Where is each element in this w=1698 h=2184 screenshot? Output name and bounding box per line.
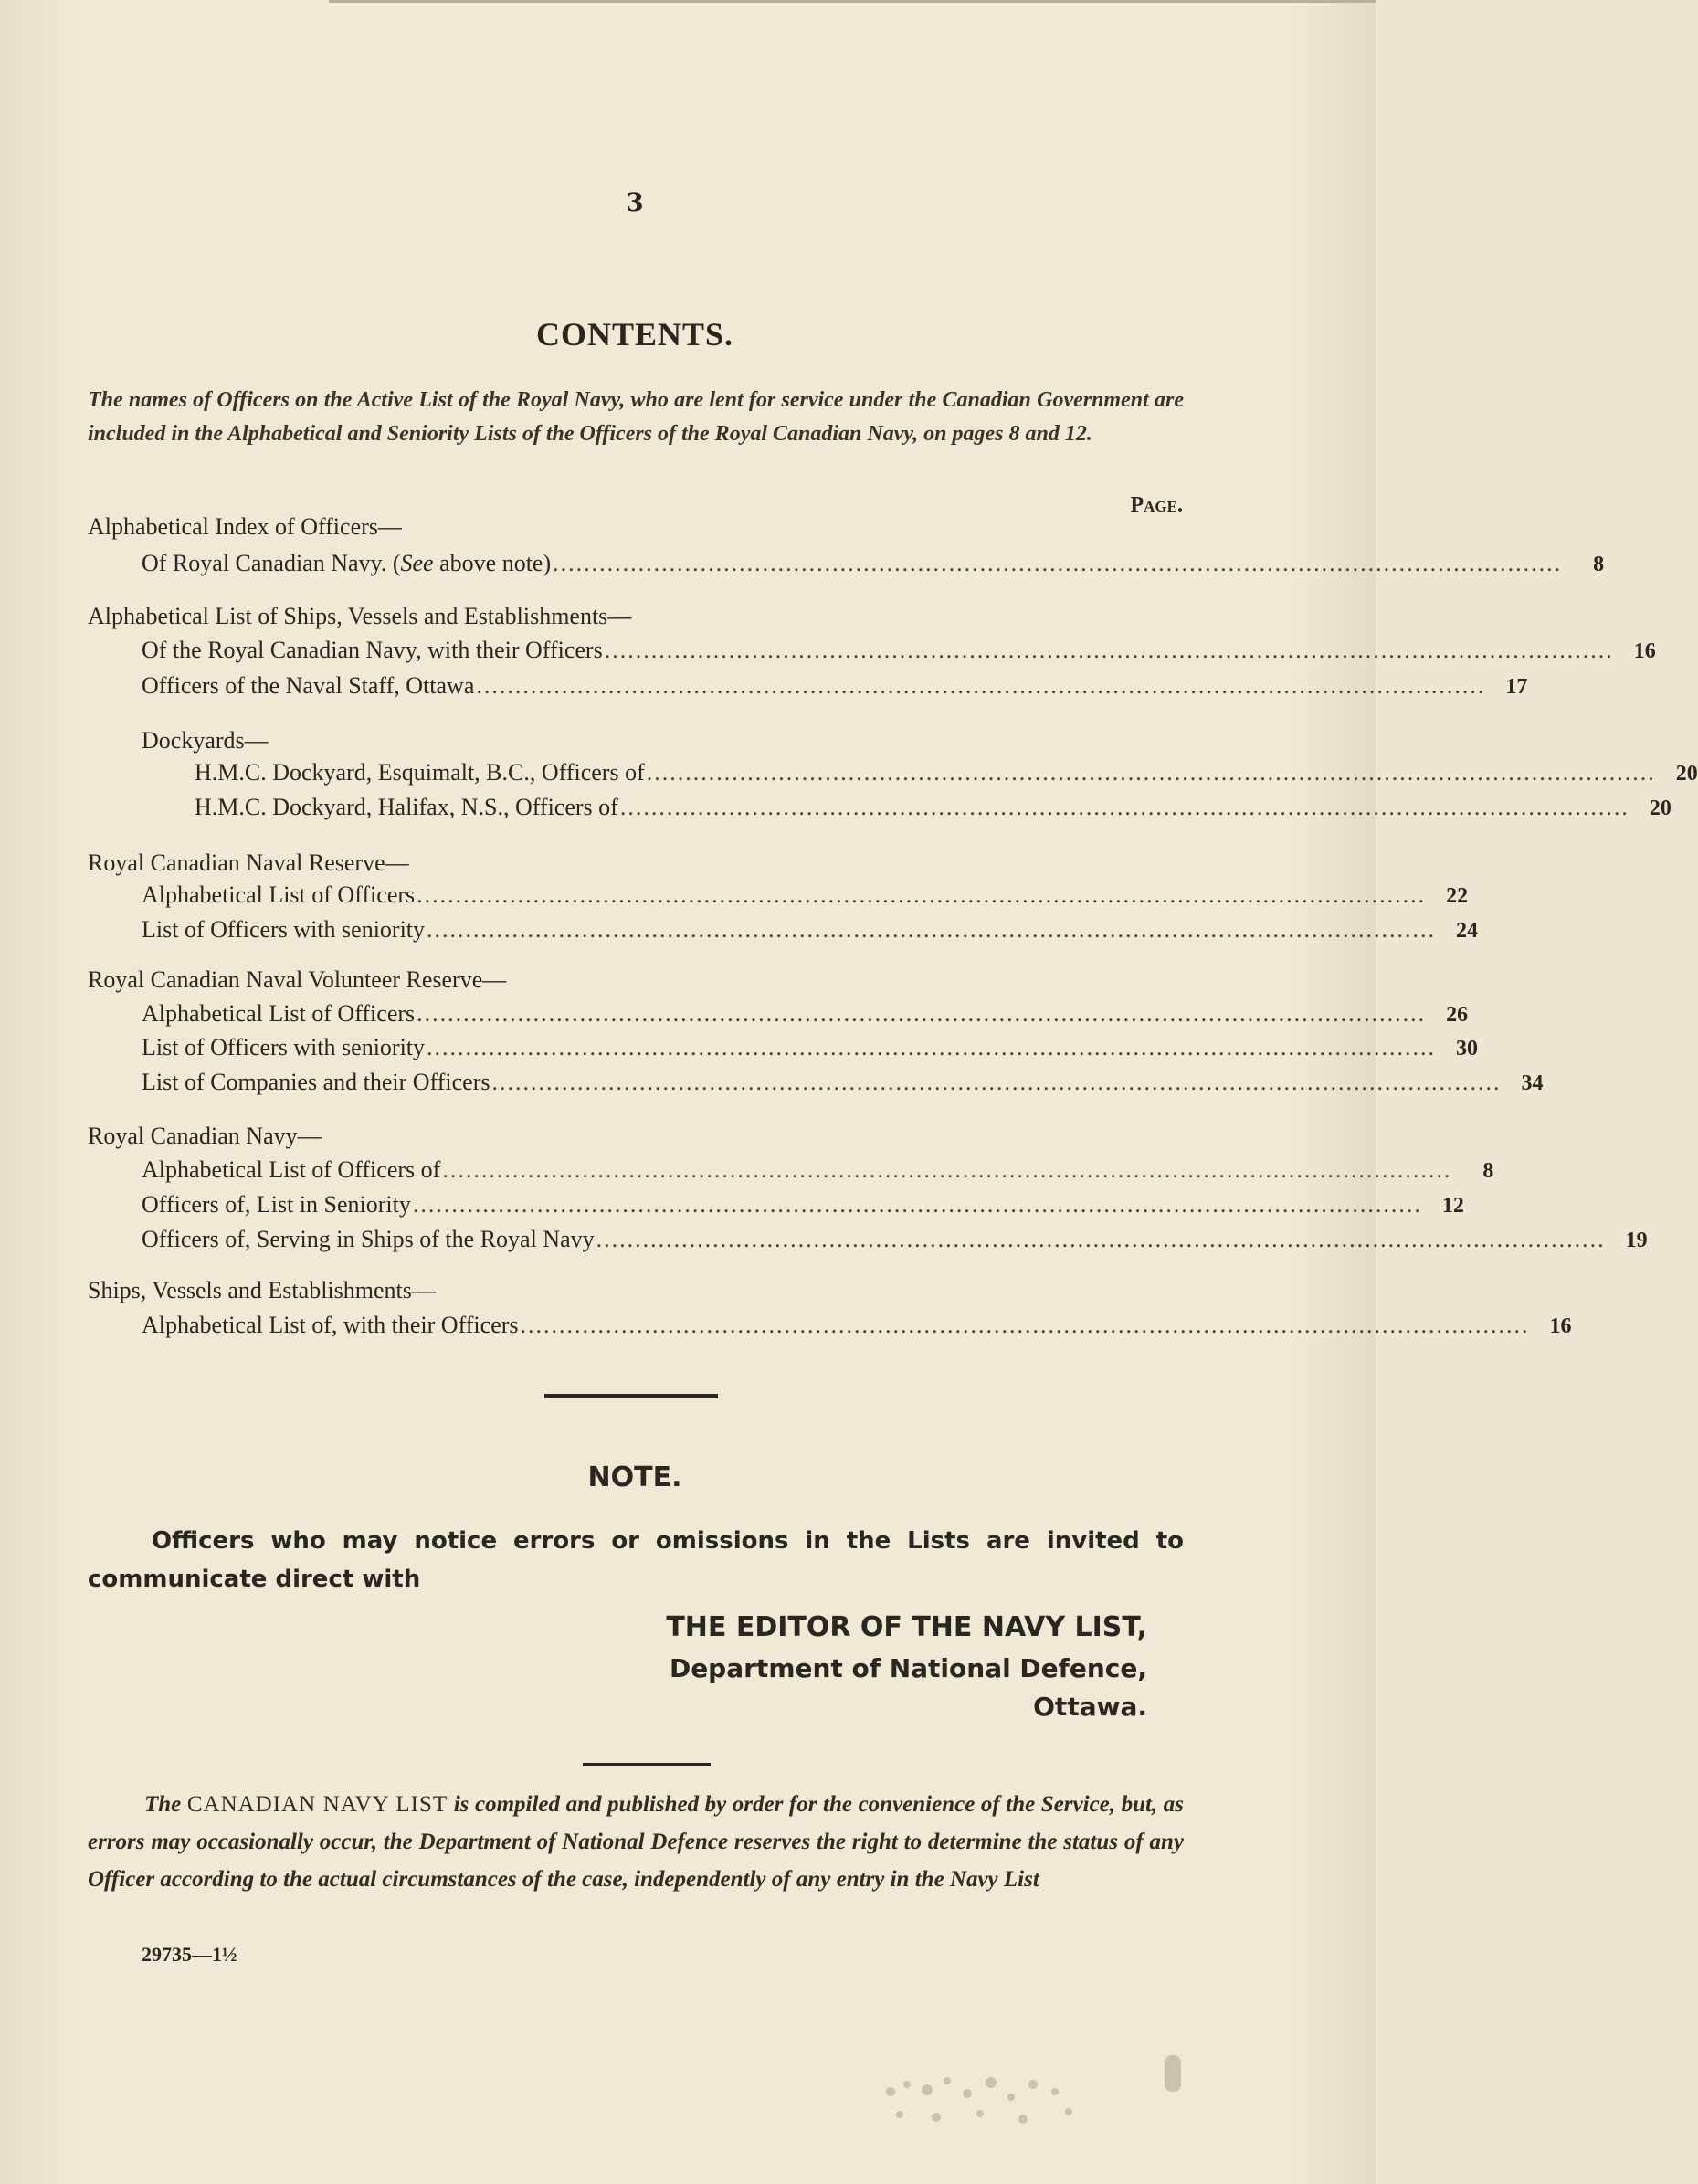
department-address-line: Department of National Defence, <box>669 1653 1147 1683</box>
toc-entry-page: 8 <box>1593 553 1605 576</box>
toc-entry-label: Officers of the Naval Staff, Ottawa <box>142 672 475 699</box>
leader-dots: .................................................................................................................................. <box>596 1226 1606 1252</box>
toc-entry-page: 30 <box>1456 1037 1479 1060</box>
toc-entry-label: List of Officers with seniority <box>142 916 426 943</box>
toc-entry[interactable] <box>142 881 1469 913</box>
leader-dots: .................................................................................................................................. <box>417 881 1427 908</box>
print-code: 29735—1½ <box>142 1943 237 1966</box>
toc-entry[interactable] <box>142 637 1656 668</box>
toc-entry-page: 20 <box>1649 797 1672 820</box>
toc-entry-label: Officers of, List in Seniority <box>142 1191 411 1218</box>
toc-entry[interactable] <box>142 1226 1648 1257</box>
editor-address-line: THE EDITOR OF THE NAVY LIST, <box>666 1611 1147 1643</box>
leader-dots: .................................................................................................................................. <box>442 1156 1452 1183</box>
intro-note: The names of Officers on the Active List of the Royal Navy, who are lent for service under the Canadian Government are included in the Alphabetical and Seniority Lists of the Officers of the Royal Canadian Navy, on pages 8 and 12. <box>88 388 1184 446</box>
toc-entry[interactable] <box>142 550 1605 581</box>
toc-entry-label: H.M.C. Dockyard, Esquimalt, B.C., Officers of <box>195 759 645 786</box>
toc-entry-label: Alphabetical List of Officers <box>142 1000 416 1027</box>
leader-dots: .................................................................................................................................. <box>412 1191 1422 1218</box>
note-title: NOTE. <box>587 1461 682 1493</box>
leader-dots: .................................................................................................................................. <box>427 1034 1437 1060</box>
disclaimer-paragraph: The CANADIAN NAVY LIST is compiled and published by order for the convenience of the Service, but, as errors may occasionally occur, the Department of National Defence reserves the right to determine the status of any Officer according to the actual circumstances of the case, independently of any entry in the Navy List <box>88 1792 1184 1892</box>
toc-section-heading: Royal Canadian Naval Volunteer Reserve— <box>88 966 507 993</box>
leader-dots: .................................................................................................................................. <box>427 916 1437 943</box>
toc-entry-label: Alphabetical List of Officers of <box>142 1156 441 1183</box>
toc-section-heading: Alphabetical Index of Officers— <box>88 513 402 540</box>
section-divider <box>544 1394 718 1398</box>
toc-entry-label: Of the Royal Canadian Navy, with their Officers <box>142 637 603 663</box>
toc-entry-page: 19 <box>1625 1229 1648 1252</box>
leader-dots: .................................................................................................................................. <box>553 550 1563 576</box>
toc-entry[interactable] <box>142 1034 1479 1065</box>
toc-entry[interactable] <box>142 1191 1464 1222</box>
toc-section-heading: Alphabetical List of Ships, Vessels and Establishments— <box>88 603 632 629</box>
leader-dots: .................................................................................................................................. <box>619 794 1629 820</box>
toc-entry-page: 26 <box>1446 1003 1469 1027</box>
toc-entry-label: Alphabetical List of, with their Officers <box>142 1312 519 1338</box>
leader-dots: .................................................................................................................................. <box>417 1000 1427 1027</box>
toc-entry-label: Officers of, Serving in Ships of the Royal Navy <box>142 1226 595 1252</box>
leader-dots: .................................................................................................................................. <box>520 1312 1530 1338</box>
toc-entry[interactable] <box>195 759 1698 790</box>
note-body: Officers who may notice errors or omissions in the Lists are invited to communicate direct with <box>88 1527 1184 1593</box>
toc-entry-page: 16 <box>1633 639 1656 663</box>
toc-entry-label: List of Officers with seniority <box>142 1034 426 1060</box>
toc-entry[interactable] <box>142 672 1528 703</box>
toc-entry[interactable] <box>142 1156 1494 1187</box>
toc-entry-page: 34 <box>1521 1071 1544 1095</box>
toc-entry-page: 24 <box>1456 919 1479 943</box>
toc-entry[interactable] <box>195 794 1672 825</box>
leader-dots: .................................................................................................................................. <box>476 672 1486 699</box>
toc-section-heading: Ships, Vessels and Establishments— <box>88 1277 436 1303</box>
page-number: 3 <box>626 187 644 217</box>
toc-section-heading: Dockyards— <box>142 727 269 754</box>
contents-title: CONTENTS. <box>535 316 734 353</box>
toc-entry-page: 17 <box>1505 675 1528 699</box>
toc-entry[interactable] <box>142 1000 1469 1031</box>
toc-entry[interactable] <box>142 916 1479 947</box>
toc-entry-page: 12 <box>1441 1194 1464 1218</box>
toc-entry-label: H.M.C. Dockyard, Halifax, N.S., Officers of <box>195 794 618 820</box>
leader-dots: .................................................................................................................................. <box>604 637 1614 663</box>
section-divider <box>583 1763 711 1766</box>
faded-stamp-mark <box>872 2037 1201 2137</box>
toc-entry-page: 16 <box>1549 1314 1572 1338</box>
toc-entry-page: 20 <box>1675 762 1698 786</box>
leader-dots: .................................................................................................................................. <box>491 1069 1502 1095</box>
toc-entry-label: List of Companies and their Officers <box>142 1069 490 1095</box>
toc-entry-page: 22 <box>1446 884 1469 908</box>
toc-entry-label: Of Royal Canadian Navy. (See above note) <box>142 550 552 576</box>
toc-section-heading: Royal Canadian Naval Reserve— <box>88 849 409 876</box>
toc-section-heading: Royal Canadian Navy— <box>88 1123 322 1149</box>
toc-entry-page: 8 <box>1482 1159 1494 1183</box>
toc-entry[interactable] <box>142 1312 1572 1343</box>
page-column-label: Page. <box>1130 493 1183 517</box>
city-address-line: Ottawa. <box>1033 1692 1147 1722</box>
toc-entry[interactable] <box>142 1069 1544 1100</box>
leader-dots: .................................................................................................................................. <box>646 759 1656 786</box>
toc-entry-label: Alphabetical List of Officers <box>142 881 416 908</box>
